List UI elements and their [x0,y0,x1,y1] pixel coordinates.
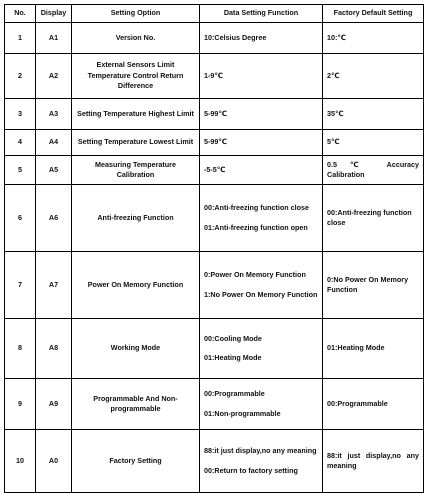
row-display-code: A3 [36,99,72,130]
row-no: 3 [5,99,36,130]
line-gap [204,457,318,466]
function-line: 5-99℃ [204,137,228,147]
row-setting-option: External Sensors Limit Temperature Control Return Difference [72,54,200,99]
row-setting-option: Setting Temperature Lowest Limit [72,130,200,156]
header-row [5,5,424,23]
row-setting-option: Anti-freezing Function [72,185,200,252]
function-line: 00:Cooling Mode [204,333,262,343]
row-data-function [200,185,323,252]
row-factory-default [323,54,424,99]
row-no: 10 [5,430,36,493]
function-line: 00:Return to factory setting [204,465,298,475]
row-factory-default [323,23,424,54]
table-row [5,185,424,252]
table-row [5,430,424,493]
row-no: 1 [5,23,36,54]
row-data-function [200,99,323,130]
settings-table-wrapper [4,4,423,493]
row-display-code: A4 [36,130,72,156]
row-display-code: A8 [36,319,72,379]
function-line: 88:it just display,no any meaning [204,446,317,456]
row-no: 5 [5,156,36,185]
row-setting-option: Power On Memory Function [72,252,200,319]
row-setting-option: Setting Temperature Highest Limit [72,99,200,130]
default-line: 0.5℃ Accuracy Calibration [327,159,419,179]
line-gap [204,214,318,223]
table-row [5,23,424,54]
row-data-function [200,319,323,379]
default-line: 2℃ [327,70,340,80]
function-line: 5-99℃ [204,108,228,118]
line-gap [204,281,318,290]
row-display-code: A9 [36,379,72,430]
line-gap [204,400,318,409]
settings-table [4,4,424,493]
function-line: 01:Anti-freezing function open [204,222,308,232]
table-row [5,319,424,379]
header-display: Display [36,5,72,23]
row-setting-option: Working Mode [72,319,200,379]
default-line: 00:Programmable [327,398,388,408]
row-factory-default [323,430,424,493]
row-data-function [200,23,323,54]
header-factory-default: Factory Default Setting [323,5,424,23]
row-setting-option: Measuring Temperature Calibration [72,156,200,185]
function-line: 1:No Power On Memory Function [204,289,318,299]
row-data-function [200,430,323,493]
table-row [5,156,424,185]
default-line: 00:Anti-freezing function close [327,207,412,227]
row-factory-default [323,99,424,130]
default-line: 10:℃ [327,32,347,42]
function-line: 0:Power On Memory Function [204,270,306,280]
row-display-code: A6 [36,185,72,252]
row-display-code: A1 [36,23,72,54]
row-factory-default [323,130,424,156]
row-display-code: A0 [36,430,72,493]
function-line: -5-5℃ [204,164,226,174]
header-setting-option: Setting Option [72,5,200,23]
row-no: 8 [5,319,36,379]
default-line: 01:Heating Mode [327,343,385,353]
row-factory-default [323,156,424,185]
function-line: 00:Anti-freezing function close [204,203,310,213]
header-data-setting-function: Data Setting Function [200,5,323,23]
table-row [5,99,424,130]
row-display-code: A7 [36,252,72,319]
row-setting-option: Factory Setting [72,430,200,493]
row-data-function [200,54,323,99]
function-line: 01:Non-programmable [204,408,281,418]
row-data-function [200,156,323,185]
row-data-function [200,379,323,430]
row-factory-default [323,252,424,319]
row-no: 6 [5,185,36,252]
default-line: 5℃ [327,137,340,147]
table-row [5,54,424,99]
row-display-code: A2 [36,54,72,99]
row-factory-default [323,185,424,252]
table-row [5,252,424,319]
table-row [5,130,424,156]
row-setting-option: Programmable And Non-programmable [72,379,200,430]
function-line: 00:Programmable [204,389,265,399]
function-line: 01:Heating Mode [204,353,262,362]
row-data-function [200,130,323,156]
row-no: 2 [5,54,36,99]
row-data-function [200,252,323,319]
table-row [5,379,424,430]
row-no: 7 [5,252,36,319]
default-line: 88:it just display,no any meaning [327,450,419,470]
default-line: 35℃ [327,108,344,118]
row-no: 9 [5,379,36,430]
header-no: No. [5,5,36,23]
function-line: 10:Celsius Degree [204,32,267,42]
row-setting-option: Version No. [72,23,200,54]
row-factory-default [323,319,424,379]
function-line: 1-9℃ [204,70,224,80]
line-gap [204,344,318,353]
row-display-code: A5 [36,156,72,185]
row-no: 4 [5,130,36,156]
row-factory-default [323,379,424,430]
default-line: 0:No Power On Memory Function [327,274,409,294]
